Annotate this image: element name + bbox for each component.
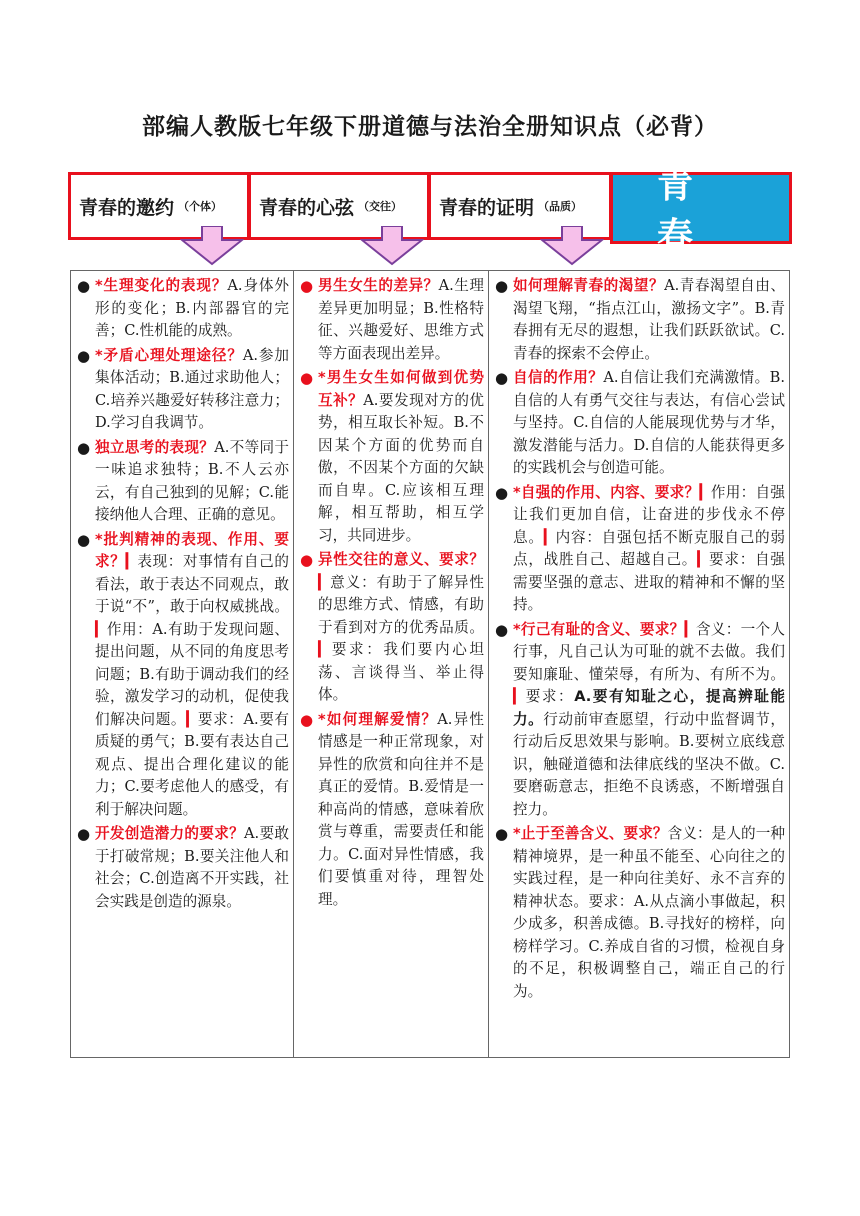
bullet-icon: ● [77, 438, 91, 457]
section-divider-icon: ▎ [95, 620, 107, 638]
knowledge-item [495, 367, 785, 480]
page-title: 部编人教版七年级下册道德与法治全册知识点（必背） [142, 114, 718, 140]
knowledge-item [300, 549, 484, 707]
section-divider-icon: ▎ [318, 641, 330, 658]
item-question: *批判精神的表现、作用、要求？ [95, 530, 289, 570]
item-text: A.异性情感是一种正常现象，对异性的欣赏和向往并不是真正的爱情。B.爱情是一种高尚的情感，意味着欣赏与尊重，需要责任和能力。C.面对异性情感，我们要慎重对待，理智处理。 [318, 710, 484, 908]
knowledge-item [495, 823, 785, 1003]
bullet-icon: ● [495, 277, 509, 295]
item-question: 异性交往的意义、要求？ [318, 551, 484, 568]
item-text: A.要敢于打破常规；B.要关注他人和社会；C.创造离不开实践，社会实践是创造的源泉。 [95, 825, 289, 910]
item-question: *如何理解爱情？ [318, 710, 438, 728]
bullet-icon: ● [300, 551, 314, 569]
item-text: A.要发现对方的优势，相互取长补短。B.不因某个方面的优势而自傲，不因某个方面的欠缺而自卑。C.应该相互理解，相互帮助，相互学习，共同进步。 [318, 391, 484, 544]
item-text: A.青春渴望自由、渴望飞翔，“指点江山，激扬文字”。B.青春拥有无尽的遐想，让我们跃跃欲试。C.青春的探索不会停止。 [513, 277, 785, 362]
header-sub: （交往） [358, 200, 403, 213]
knowledge-item [495, 275, 785, 365]
knowledge-item [77, 345, 289, 435]
knowledge-item [495, 619, 785, 822]
item-question: 开发创造潜力的要求？ [95, 825, 244, 842]
item-question: *自强的作用、内容、要求？ [513, 483, 700, 501]
item-text: ▎作用：自强让我们更加自信，让奋进的步伐永不停息。▎内容：自强包括不断克服自己的弱点，战胜自己、超越自己。▎要求：自强需要坚强的意志、进取的精神和不懈的坚持。 [513, 483, 785, 613]
bullet-icon: ● [495, 483, 509, 502]
knowledge-item [300, 709, 484, 912]
bullet-icon: ● [495, 369, 509, 387]
item-bold-text: A.要有知耻之心，提高辨耻能力。 [513, 688, 785, 728]
item-question: *行己有耻的含义、要求？ [513, 620, 685, 638]
item-question: *止于至善含义、要求？ [513, 825, 668, 842]
bullet-icon: ● [77, 825, 91, 843]
item-question: 男生女生的差异？ [318, 277, 439, 294]
knowledge-item [77, 437, 289, 527]
bullet-icon: ● [300, 369, 314, 387]
item-text-continued: 行动前审查愿望，行动中监督调节，行动后反思效果与影响。B.要树立底线意识，触碰道德和法律底线的坚决不做。C.要磨砺意志，拒绝不良诱惑，不断增强自控力。 [513, 710, 785, 818]
column-invitation [71, 271, 294, 1057]
bullet-icon: ● [77, 346, 91, 365]
section-divider-icon: ▎ [543, 528, 555, 546]
header-box-youth [610, 165, 792, 257]
section-divider-icon: ▎ [699, 483, 711, 501]
section-divider-icon: ▎ [186, 710, 198, 728]
header-main-label: 青春 [657, 165, 738, 257]
item-text: A.自信让我们充满激情。B.自信的人有勇气交往与表达，有信心尝试与坚持。C.自信的人能展现优势与才华，激发潜能与活力。D.自信的人能获得更多的实践机会与创造可能。 [513, 369, 785, 476]
bullet-icon: ● [77, 530, 91, 549]
item-question: 自信的作用？ [513, 369, 604, 386]
section-divider-icon: ▎ [684, 620, 696, 638]
knowledge-item [300, 367, 484, 547]
column-heartstrings [294, 271, 489, 1057]
header-label: 青春的证明 [439, 196, 535, 219]
bullet-icon: ● [77, 277, 91, 295]
knowledge-item [77, 823, 289, 913]
item-text: A.身体外形的变化；B.内部器官的完善；C.性机能的成熟。 [95, 277, 289, 339]
header-sub: （品质） [538, 200, 583, 213]
bullet-icon: ● [300, 710, 314, 729]
down-arrow-icon [360, 226, 424, 266]
bullet-icon: ● [300, 277, 314, 295]
knowledge-item [77, 275, 289, 343]
section-divider-icon: ▎ [125, 553, 137, 570]
item-question: *矛盾心理处理途径？ [95, 346, 243, 364]
item-text: A.不等同于一味追求独特；B.不人云亦云，有自己独到的见解；C.能接纳他人合理、正确的意见。 [95, 438, 289, 523]
down-arrow-icon [180, 226, 244, 266]
item-text: A.参加集体活动；B.通过求助他人；C.培养兴趣爱好转移注意力；D.学习自我调节。 [95, 346, 289, 431]
header-sub: （个体） [178, 200, 223, 213]
column-proof [489, 271, 789, 1057]
header-label: 青春的心弦 [259, 196, 355, 219]
down-arrow-icon [540, 226, 604, 266]
item-text: 含义：是人的一种精神境界，是一种虽不能至、心向往之的实践过程，是一种向往美好、永不言弃的精神状态。要求：A.从点滴小事做起，积少成多，积善成德。B.寻找好的榜样，向榜样学习。C.养成自省的习惯，检视自身的不足，积极调整自己，端正自己的行为。 [513, 825, 785, 1000]
knowledge-item [495, 482, 785, 617]
bullet-icon: ● [495, 620, 509, 639]
section-divider-icon: ▎ [697, 551, 709, 568]
section-divider-icon: ▎ [318, 573, 330, 591]
item-question: 如何理解青春的渴望？ [513, 277, 665, 294]
item-text: ▎含义：一个人行事，凡自己认为可耻的就不去做。我们要知廉耻、懂荣辱，有所为、有所不为。▎要求： [513, 620, 785, 705]
knowledge-item [300, 275, 484, 365]
item-question: 独立思考的表现？ [95, 438, 215, 456]
item-text: A.生理差异更加明显；B.性格特征、兴趣爱好、思维方式等方面表现出差异。 [318, 277, 484, 362]
item-text: ▎表现：对事情有自己的看法，敢于表达不同观点，敢于说“不”，敢于向权威挑战。▎作用：A.有助于发现问题、提出问题，从不同的角度思考问题；B.有助于调动我们的经验，激发学习的动机，促使我们解决问题。▎要求：A.要有质疑的勇气；B.要有表达自己观点、提出合理化建议的能力；C.要考虑他人的感受，有利于解决问题。 [95, 553, 289, 818]
item-question: *生理变化的表现？ [95, 277, 228, 294]
item-text: ▎意义：有助于了解异性的思维方式、情感，有助于看到对方的优秀品质。▎要求：我们要内心坦荡、言谈得当、举止得体。 [318, 573, 484, 703]
header-label: 青春的邀约 [79, 196, 175, 219]
knowledge-item [77, 529, 289, 822]
bullet-icon: ● [495, 825, 509, 843]
item-question: *男生女生如何做到优势互补？ [318, 369, 484, 409]
knowledge-table [70, 270, 790, 1058]
section-divider-icon: ▎ [513, 688, 525, 705]
